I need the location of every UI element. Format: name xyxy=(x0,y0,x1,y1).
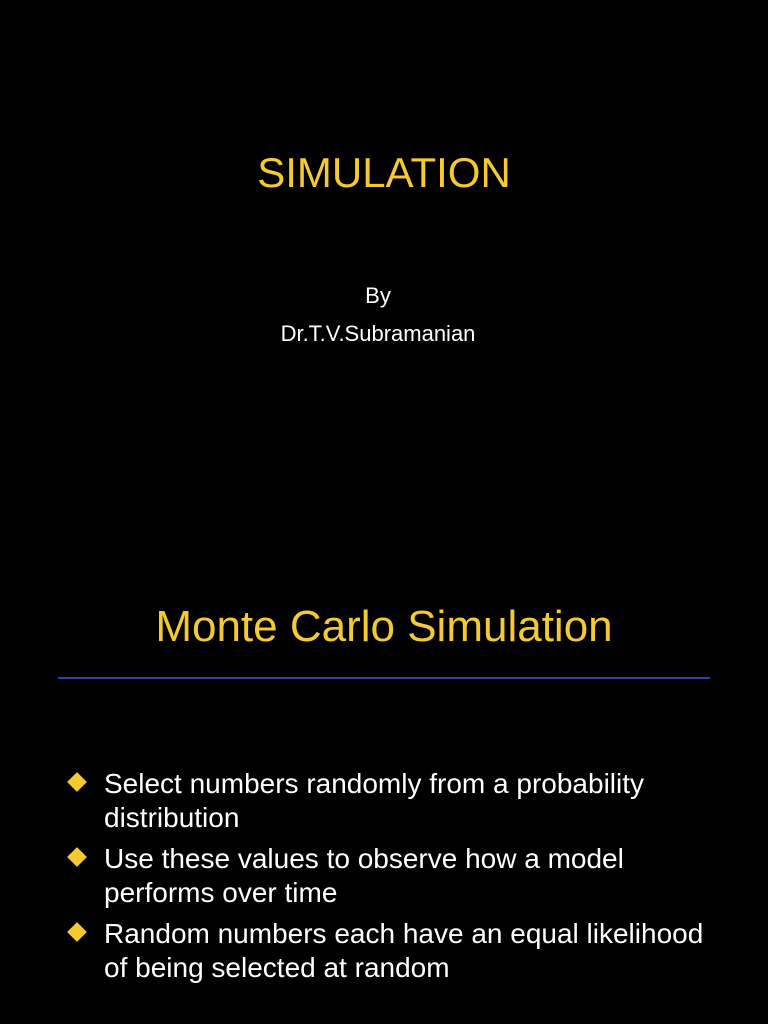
diamond-bullet-icon xyxy=(67,847,87,867)
diamond-bullet-icon xyxy=(67,772,87,792)
bullet-item xyxy=(66,767,706,835)
presentation-title: SIMULATION xyxy=(257,149,511,196)
diamond-bullet-icon xyxy=(67,922,87,942)
bullet-item xyxy=(66,917,706,985)
byline-label: By xyxy=(365,283,391,308)
bullet-item xyxy=(66,842,706,910)
bullet-text: Random numbers each have an equal likelihood of being selected at random xyxy=(104,918,704,983)
author-name: Dr.T.V.Subramanian xyxy=(280,321,476,346)
bullet-text: Use these values to observe how a model performs over time xyxy=(104,843,624,908)
title-divider xyxy=(58,677,710,679)
bullet-text: Select numbers randomly from a probability distribution xyxy=(104,768,645,833)
slide-title: Monte Carlo Simulation xyxy=(155,602,613,651)
monte-carlo-slide xyxy=(0,512,768,1024)
bullet-list xyxy=(66,767,706,992)
